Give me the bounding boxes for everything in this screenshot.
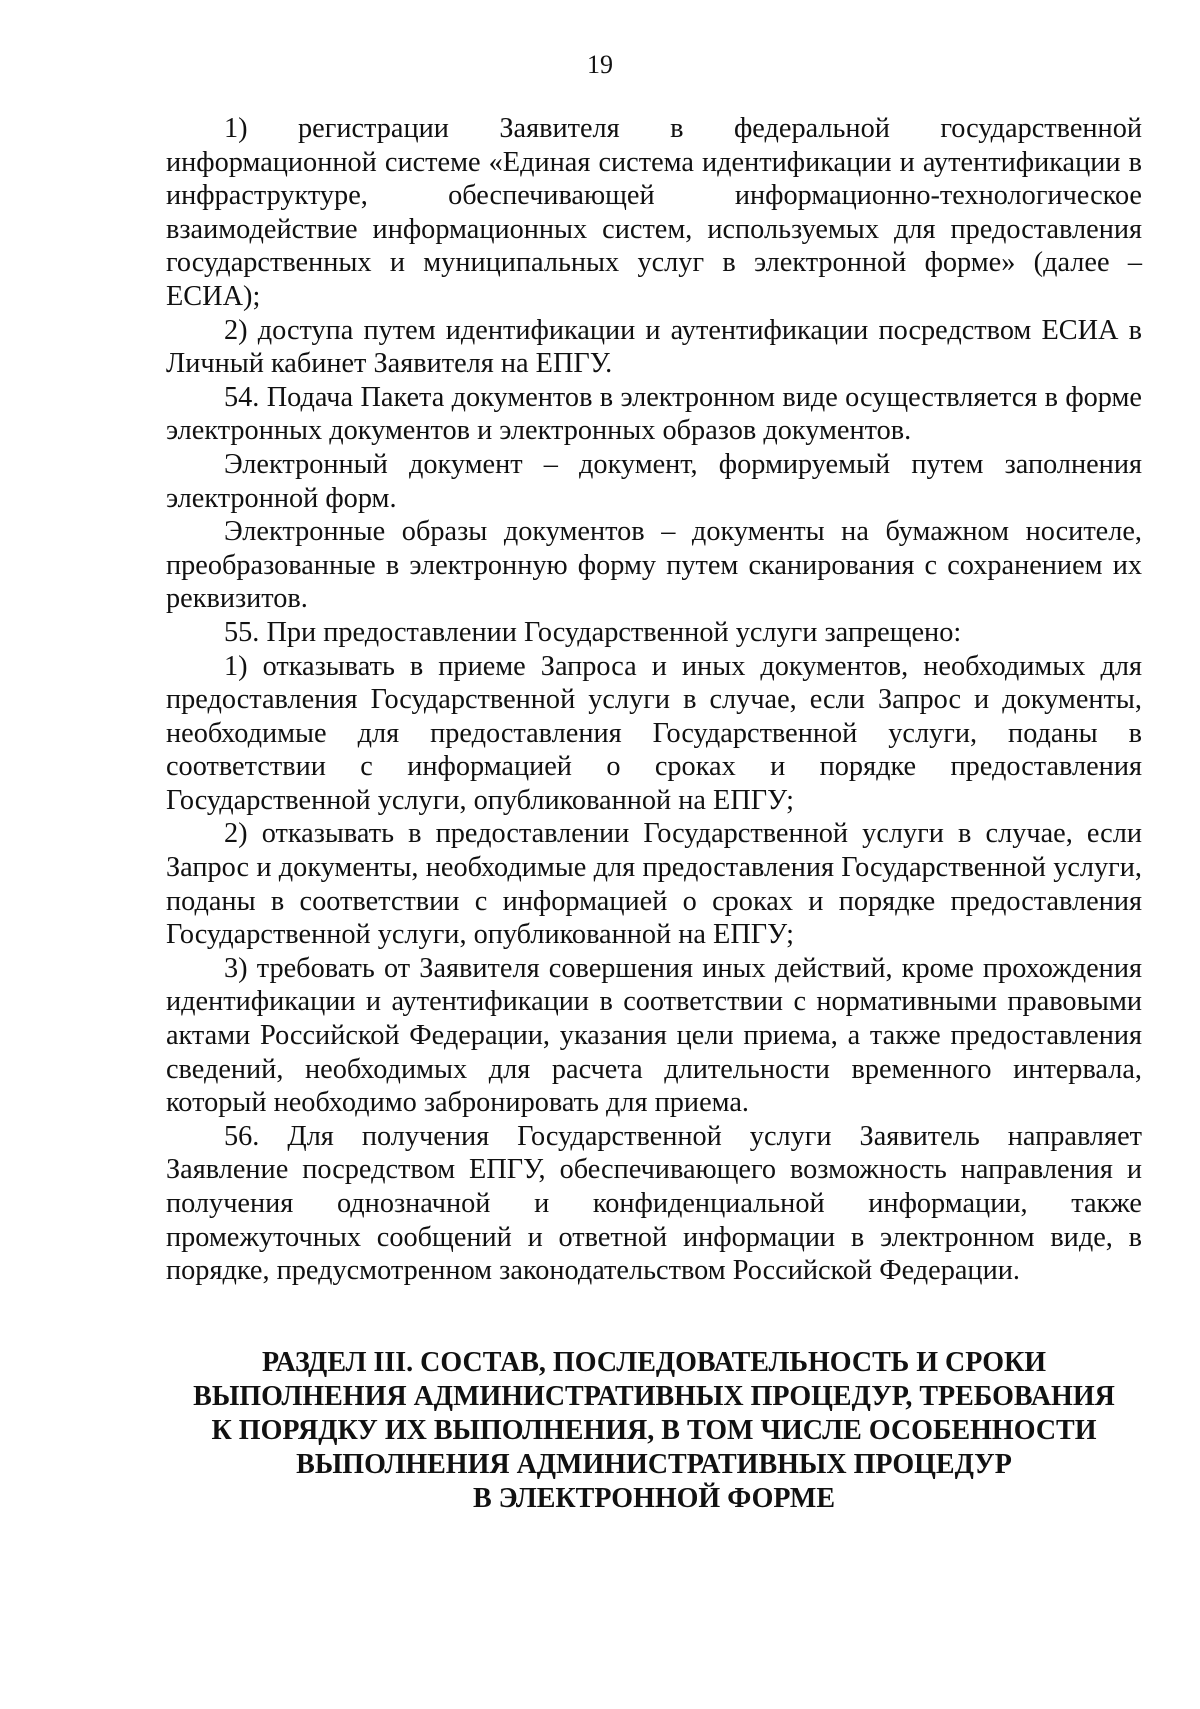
section-heading-line: РАЗДЕЛ III. СОСТАВ, ПОСЛЕДОВАТЕЛЬНОСТЬ И СРОКИ <box>261 1347 1047 1378</box>
paragraph: 3) требовать от Заявителя совершения иных действий, кроме прохождения идентификации и аутентификации в соответствии с нормативными правовыми актами Российской Федерации, указания цели приема, а также предоставления сведений, необходимых для расчета длительности временного интервала, который необходимо забронировать для приема. <box>166 952 1142 1119</box>
paragraph: 1) отказывать в приеме Запроса и иных документов, необходимых для предоставления Государственной услуги в случае, если Запрос и документы, необходимые для предоставления Государственной услуги, поданы в соответствии с информацией о сроках и порядке предоставления Государственной услуги, опубликованной на ЕПГУ; <box>166 650 1142 816</box>
paragraph: 54. Подача Пакета документов в электронном виде осуществляется в форме электронных документов и электронных образов документов. <box>166 381 1142 447</box>
section-heading-line: В ЭЛЕКТРОННОЙ ФОРМЕ <box>472 1483 836 1514</box>
paragraph: 55. При предоставлении Государственной услуги запрещено: <box>224 616 962 648</box>
page-number: 19 <box>587 50 613 79</box>
section-heading-line: ВЫПОЛНЕНИЯ АДМИНИСТРАТИВНЫХ ПРОЦЕДУР, ТРЕБОВАНИЯ <box>193 1381 1115 1412</box>
paragraph: 56. Для получения Государственной услуги Заявитель направляет Заявление посредством ЕПГУ, обеспечивающего возможность направления и получения однозначной и конфиденциальной информации, также промежуточных сообщений и ответной информации в электронном виде, в порядке, предусмотренном законодательством Российской Федерации. <box>166 1120 1142 1287</box>
paragraph: Электронные образы документов – документы на бумажном носителе, преобразованные в электронную форму путем сканирования с сохранением их реквизитов. <box>166 516 1142 615</box>
paragraph: Электронный документ – документ, формируемый путем заполнения электронной форм. <box>166 448 1142 514</box>
paragraph: 2) отказывать в предоставлении Государственной услуги в случае, если Запрос и документы, необходимые для предоставления Государственной услуги, поданы в соответствии с информацией о сроках и порядке предоставления Государственной услуги, опубликованной на ЕПГУ; <box>166 818 1142 951</box>
section-heading <box>166 1346 1142 1516</box>
section-heading-line: ВЫПОЛНЕНИЯ АДМИНИСТРАТИВНЫХ ПРОЦЕДУР <box>296 1449 1012 1480</box>
document-body <box>166 112 1142 1288</box>
paragraph: 1) регистрации Заявителя в федеральной государственной информационной системе «Единая система идентификации и аутентификации в инфраструктуре, обеспечивающей информационно-технологическое взаимодействие информационных систем, используемых для предоставления государственных и муниципальных услуг в электронной форме» (далее – ЕСИА); <box>166 113 1142 312</box>
paragraph: 2) доступа путем идентификации и аутентификации посредством ЕСИА в Личный кабинет Заявителя на ЕПГУ. <box>166 314 1142 380</box>
section-heading-line: К ПОРЯДКУ ИХ ВЫПОЛНЕНИЯ, В ТОМ ЧИСЛЕ ОСОБЕННОСТИ <box>211 1415 1097 1446</box>
